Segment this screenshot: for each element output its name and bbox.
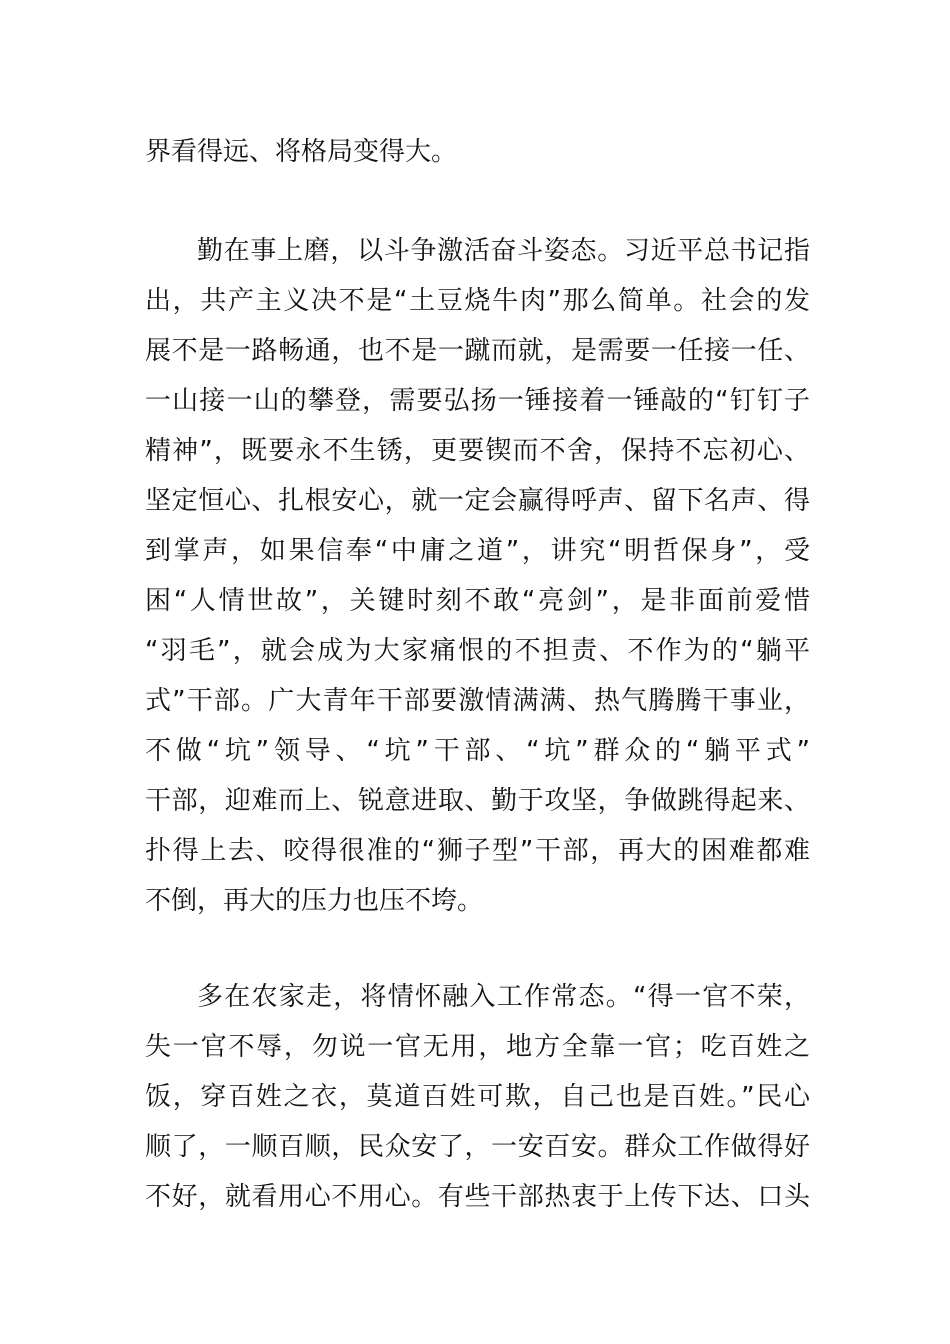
paragraph-line: “羽毛”，就会成为大家痛恨的不担责、不作为的“躺平	[145, 636, 810, 666]
paragraph-line: 不做“坑”领导、“坑”干部、“坑”群众的“躺平式”	[145, 736, 810, 766]
paragraph-1	[145, 127, 810, 177]
paragraph-line: 界看得远、将格局变得大。	[145, 137, 458, 167]
paragraph-line: 饭，穿百姓之衣，莫道百姓可欺，自己也是百姓。”民心	[145, 1082, 810, 1112]
paragraph-line: 一山接一山的攀登，需要弘扬一锤接着一锤敲的“钉钉子	[145, 386, 810, 416]
paragraph-line: 到掌声，如果信奉“中庸之道”，讲究“明哲保身”，受	[145, 536, 810, 566]
paragraph-line: 干部，迎难而上、锐意进取、勤于攻坚，争做跳得起来、	[145, 786, 810, 816]
paragraph-line: 式”干部。广大青年干部要激情满满、热气腾腾干事业，	[145, 686, 810, 716]
paragraph-line: 坚定恒心、扎根安心，就一定会赢得呼声、留下名声、得	[145, 486, 810, 516]
paragraph-line: 不倒，再大的压力也压不垮。	[145, 886, 484, 916]
paragraph-line: 精神”，既要永不生锈，更要锲而不舍，保持不忘初心、	[145, 436, 810, 466]
paragraph-2	[145, 226, 810, 926]
paragraph-line: 出，共产主义决不是“土豆烧牛肉”那么简单。社会的发	[145, 286, 810, 316]
paragraph-line: 扑得上去、咬得很准的“狮子型”干部，再大的困难都难	[145, 836, 810, 866]
paragraph-line: 多在农家走，将情怀融入工作常态。“得一官不荣，	[197, 982, 810, 1012]
paragraph-line: 失一官不辱，勿说一官无用，地方全靠一官；吃百姓之	[145, 1032, 810, 1062]
paragraph-line: 展不是一路畅通，也不是一蹴而就，是需要一任接一任、	[145, 336, 810, 366]
paragraph-line: 不好，就看用心不用心。有些干部热衷于上传下达、口头	[145, 1182, 810, 1212]
paragraph-line: 勤在事上磨，以斗争激活奋斗姿态。习近平总书记指	[197, 236, 810, 266]
paragraph-3	[145, 972, 810, 1222]
paragraph-line: 困“人情世故”，关键时刻不敢“亮剑”，是非面前爱惜	[145, 586, 810, 616]
paragraph-line: 顺了，一顺百顺，民众安了，一安百安。群众工作做得好	[145, 1132, 810, 1162]
